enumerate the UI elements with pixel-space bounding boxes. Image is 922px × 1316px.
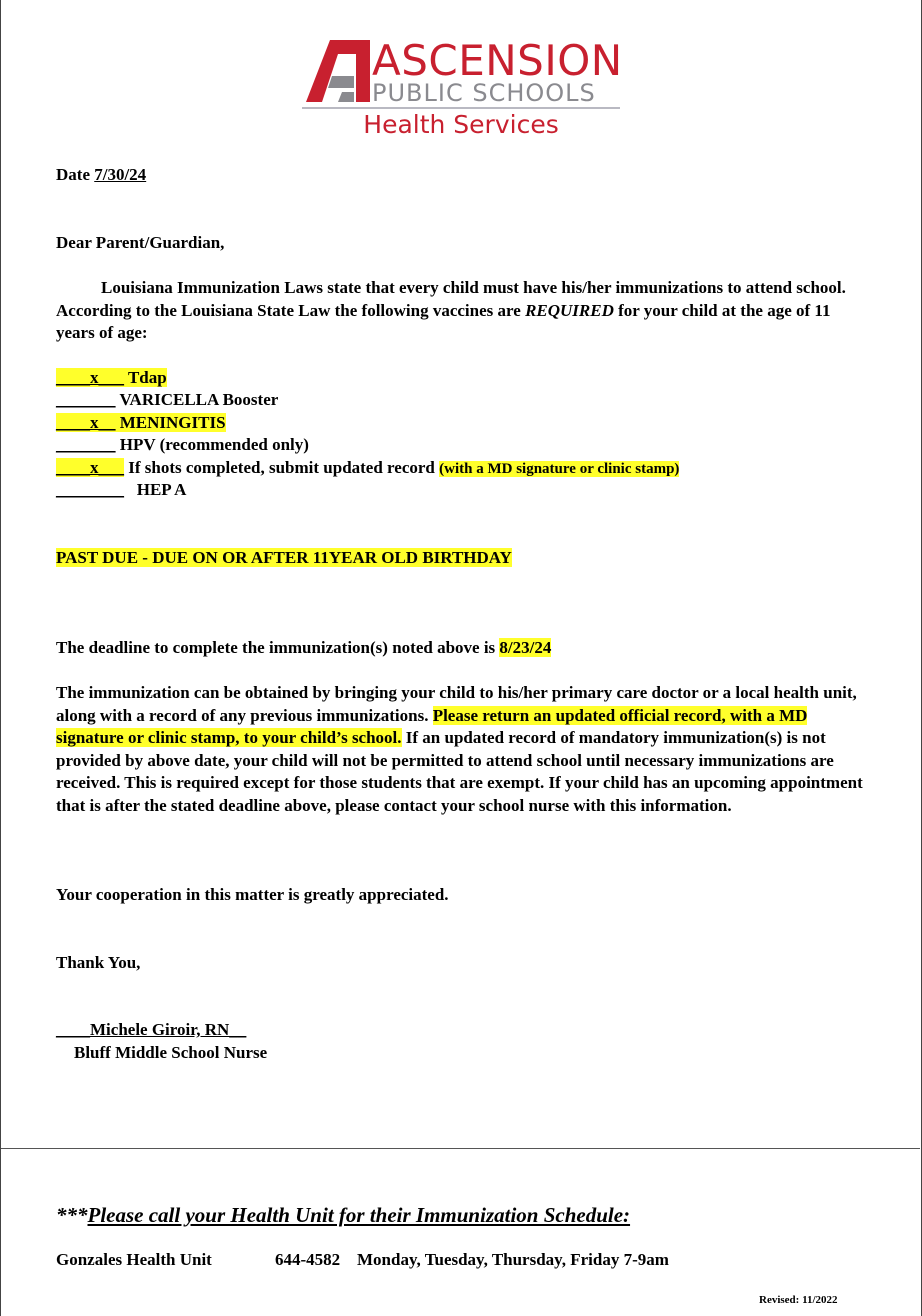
- vaccine-item-updated-record: [56, 457, 679, 481]
- vaccine-blank: ________: [56, 480, 124, 499]
- deadline-text: The deadline to complete the immunization(s) noted above is: [56, 638, 500, 657]
- health-unit-name: Gonzales Health Unit: [56, 1250, 212, 1269]
- deadline-line: [56, 637, 551, 660]
- vaccine-blank: _______: [56, 435, 116, 454]
- vaccine-item-hep-a: [56, 479, 186, 502]
- vaccine-name: VARICELLA Booster: [119, 390, 279, 409]
- vaccine-note: (with a MD signature or clinic stamp): [439, 461, 680, 477]
- past-due-text: PAST DUE - DUE ON OR AFTER 11YEAR OLD BIRTHDAY: [56, 548, 512, 567]
- vaccine-name: MENINGITIS: [119, 413, 226, 432]
- vaccine-name: HPV (recommended only): [119, 435, 309, 454]
- vaccine-blank: ____x__: [56, 413, 116, 432]
- closing-line: Thank You,: [56, 953, 141, 972]
- ascension-logo: [302, 36, 623, 140]
- signature-name: ____Michele Giroir, RN__: [56, 1020, 247, 1039]
- greeting: Dear Parent/Guardian,: [56, 233, 225, 252]
- health-unit-callout: [56, 1202, 630, 1228]
- logo-divider: [302, 107, 620, 109]
- health-unit-hours: Monday, Tuesday, Thursday, Friday 7-9am: [357, 1250, 669, 1269]
- logo-name-line1: ASCENSION: [372, 36, 623, 85]
- intro-emphasis: REQUIRED: [525, 300, 614, 320]
- deadline-date: 8/23/24: [499, 638, 552, 657]
- date-label: Date: [56, 165, 90, 184]
- logo-department: Health Services: [363, 110, 559, 139]
- vaccine-blank: ____x___: [56, 368, 124, 387]
- logo-name-line2: PUBLIC SCHOOLS: [372, 79, 596, 107]
- vaccine-item-hpv: [56, 434, 309, 457]
- signature-title: Bluff Middle School Nurse: [74, 1043, 268, 1062]
- vaccine-blank: _______: [56, 390, 116, 409]
- body-paragraph: [56, 682, 868, 817]
- health-unit-phone: 644-4582: [275, 1250, 341, 1269]
- body-part1: The immunization can be obtained by bringing your child to his/her primary care doctor or a local health unit, along with a record of any previous immunizations.: [56, 683, 857, 725]
- vaccine-name: HEP A: [136, 480, 187, 499]
- footer-divider: [1, 1148, 920, 1149]
- intro-part1: Louisiana Immunization Laws state that every child must have his/her immunizations to attend school. According to the Louisiana State Law the following vaccines are: [56, 278, 846, 320]
- callout-text: Please call your Health Unit for their Immunization Schedule:: [87, 1203, 631, 1227]
- cooperation-line: Your cooperation in this matter is greatly appreciated.: [56, 885, 449, 904]
- vaccine-blank: ____x___: [56, 458, 124, 477]
- date-line: [56, 164, 146, 187]
- intro-paragraph: [56, 277, 868, 345]
- date-value: 7/30/24: [94, 165, 147, 184]
- callout-stars: ***: [56, 1203, 88, 1227]
- vaccine-name: Tdap: [127, 368, 167, 387]
- vaccine-item-meningitis: [56, 412, 226, 435]
- vaccine-item-tdap: [56, 367, 167, 390]
- vaccine-name: If shots completed, submit updated record: [128, 458, 435, 477]
- ascension-a-logo-mark: [302, 36, 372, 104]
- body-highlight: Please return an updated official record, with a MD signature or clinic stamp, to your child’s school.: [56, 705, 808, 747]
- vaccine-item-varicella: [56, 389, 278, 412]
- past-due-notice: [56, 547, 512, 570]
- body-part2: If an updated record of mandatory immunization(s) is not provided by above date, your child will not be permitted to attend school until necessary immunizations are received. This is required except for those students that are exempt. If your child has an upcoming appointment that is after the stated deadline above, please contact your school nurse with this information.: [56, 728, 863, 815]
- revised-date: Revised: 11/2022: [759, 1294, 838, 1306]
- intro-part2: for your child at the age of 11 years of age:: [56, 300, 831, 342]
